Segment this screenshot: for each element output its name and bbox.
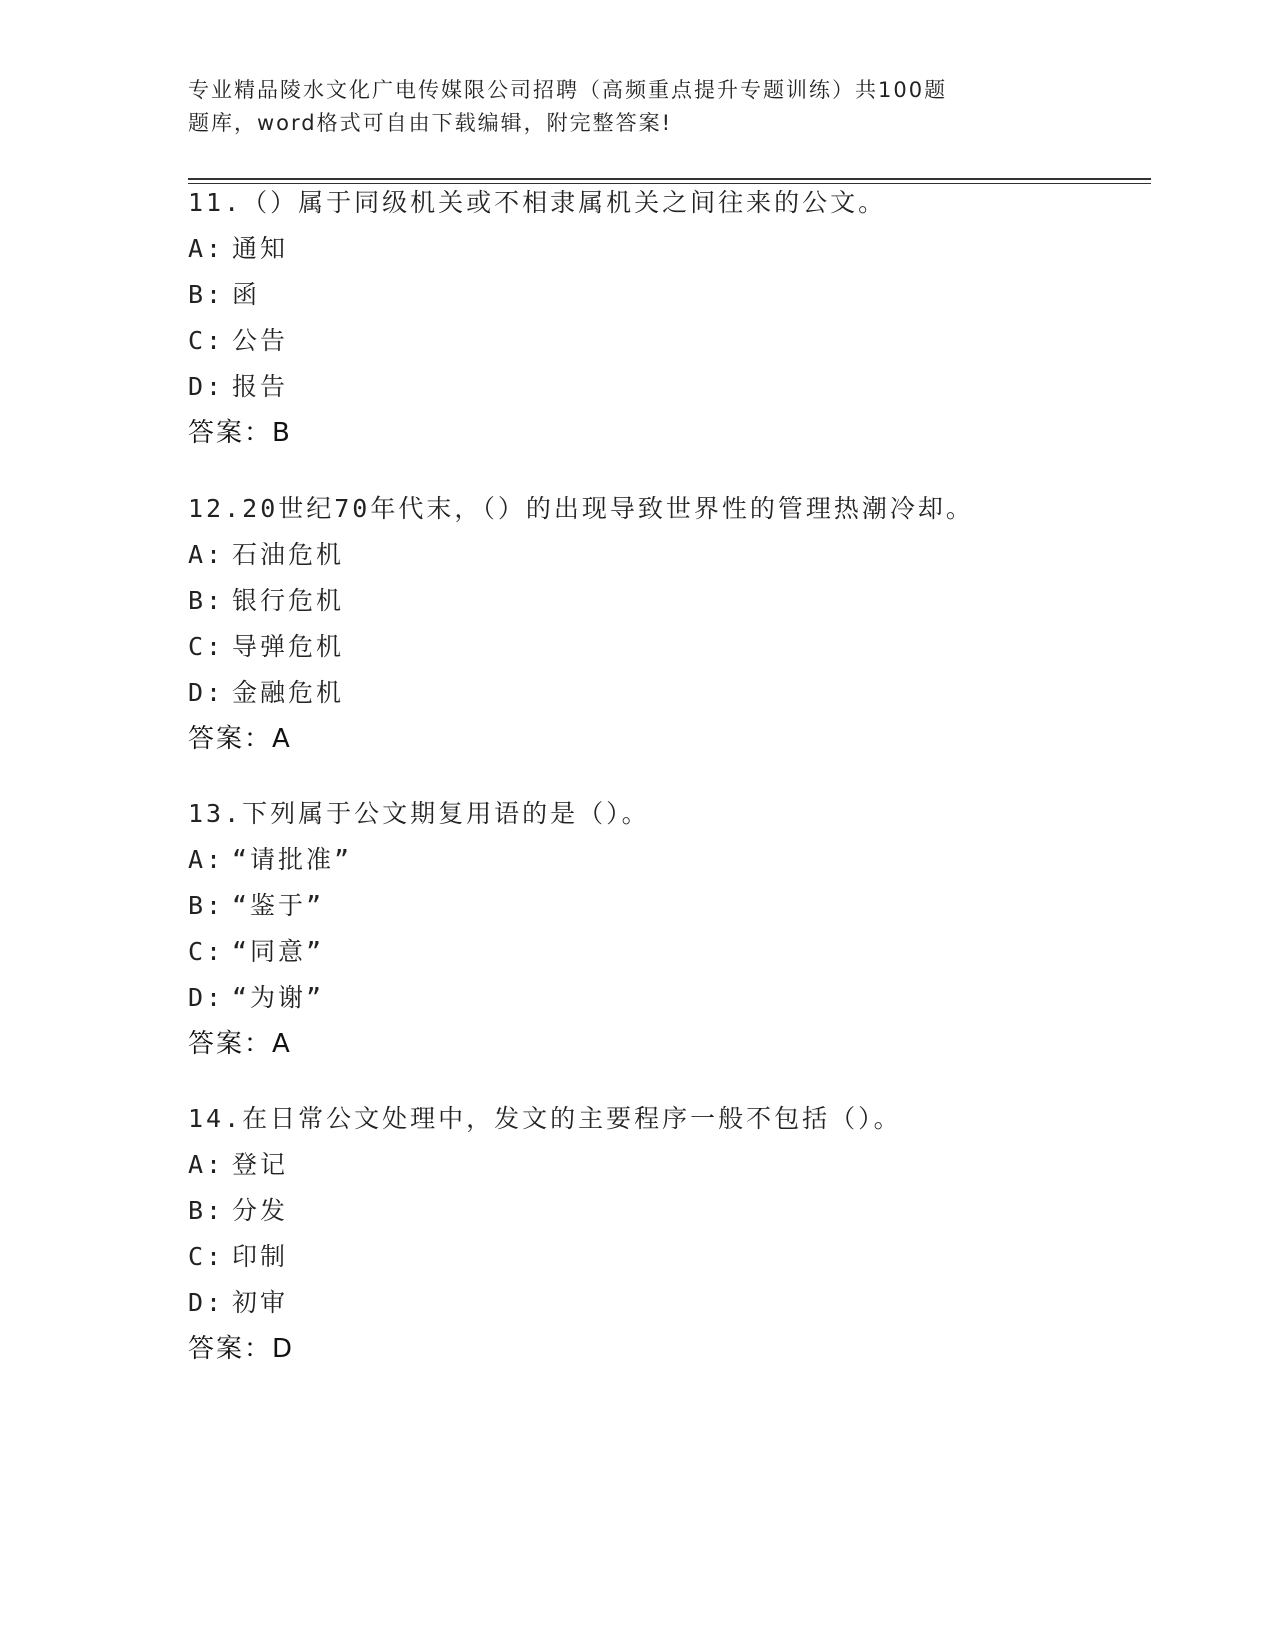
answer-line: 答案：A — [188, 1029, 292, 1059]
option-text: 导弹危机 — [232, 632, 345, 661]
option-letter: D: — [188, 372, 225, 401]
question-block — [188, 1102, 1148, 1378]
option-text: 初审 — [232, 1288, 289, 1317]
question-title: 14.在日常公文处理中，发文的主要程序一般不包括（）。 — [188, 1104, 902, 1133]
header-divider-thick — [188, 178, 1151, 180]
option-text: 银行危机 — [232, 586, 345, 615]
option-d — [188, 676, 1148, 722]
answer-line: 答案：D — [188, 1334, 295, 1364]
option-letter: A: — [188, 845, 225, 874]
option-letter: C: — [188, 632, 225, 661]
option-letter: D: — [188, 678, 225, 707]
option-letter: A: — [188, 540, 225, 569]
option-text: 通知 — [232, 234, 289, 263]
option-a — [188, 1148, 1148, 1194]
option-letter: C: — [188, 937, 225, 966]
question-block — [188, 797, 1148, 1073]
option-text: 登记 — [232, 1150, 289, 1179]
question-title: 12.20世纪70年代末，（）的出现导致世界性的管理热潮冷却。 — [188, 494, 974, 523]
option-text: 金融危机 — [232, 678, 345, 707]
option-c — [188, 1240, 1148, 1286]
option-d — [188, 1286, 1148, 1332]
option-text: 石油危机 — [232, 540, 345, 569]
option-letter: C: — [188, 326, 225, 355]
option-b — [188, 278, 1148, 324]
option-text: “请批准” — [232, 845, 353, 874]
option-d — [188, 370, 1148, 416]
option-a — [188, 232, 1148, 278]
option-a — [188, 843, 1148, 889]
option-letter: B: — [188, 280, 225, 309]
question-title: 11.（）属于同级机关或不相隶属机关之间往来的公文。 — [188, 188, 887, 217]
header-line-2: 题库，word格式可自由下载编辑，附完整答案! — [188, 111, 673, 135]
answer-line: 答案：A — [188, 724, 292, 754]
option-text: “鉴于” — [232, 891, 325, 920]
option-text: 报告 — [232, 372, 289, 401]
question-block — [188, 492, 1148, 768]
option-d — [188, 981, 1148, 1027]
option-text: 分发 — [232, 1196, 289, 1225]
option-letter: D: — [188, 1288, 225, 1317]
option-b — [188, 1194, 1148, 1240]
option-letter: A: — [188, 1150, 225, 1179]
header-line-1: 专业精品陵水文化广电传媒限公司招聘（高频重点提升专题训练）共100题 — [188, 78, 948, 102]
option-a — [188, 538, 1148, 584]
option-text: “同意” — [232, 937, 325, 966]
option-letter: B: — [188, 586, 225, 615]
question-block — [188, 186, 1148, 462]
option-letter: B: — [188, 891, 225, 920]
option-text: 函 — [232, 280, 261, 309]
answer-line: 答案：B — [188, 418, 292, 448]
option-text: “为谢” — [232, 983, 325, 1012]
question-title: 13.下列属于公文期复用语的是（）。 — [188, 799, 650, 828]
header-divider-thin — [188, 183, 1151, 184]
option-letter: A: — [188, 234, 225, 263]
option-c — [188, 630, 1148, 676]
document-header — [188, 74, 1018, 140]
option-letter: C: — [188, 1242, 225, 1271]
option-letter: B: — [188, 1196, 225, 1225]
option-text: 公告 — [232, 326, 289, 355]
option-text: 印制 — [232, 1242, 289, 1271]
option-letter: D: — [188, 983, 225, 1012]
option-b — [188, 584, 1148, 630]
option-c — [188, 324, 1148, 370]
option-b — [188, 889, 1148, 935]
option-c — [188, 935, 1148, 981]
